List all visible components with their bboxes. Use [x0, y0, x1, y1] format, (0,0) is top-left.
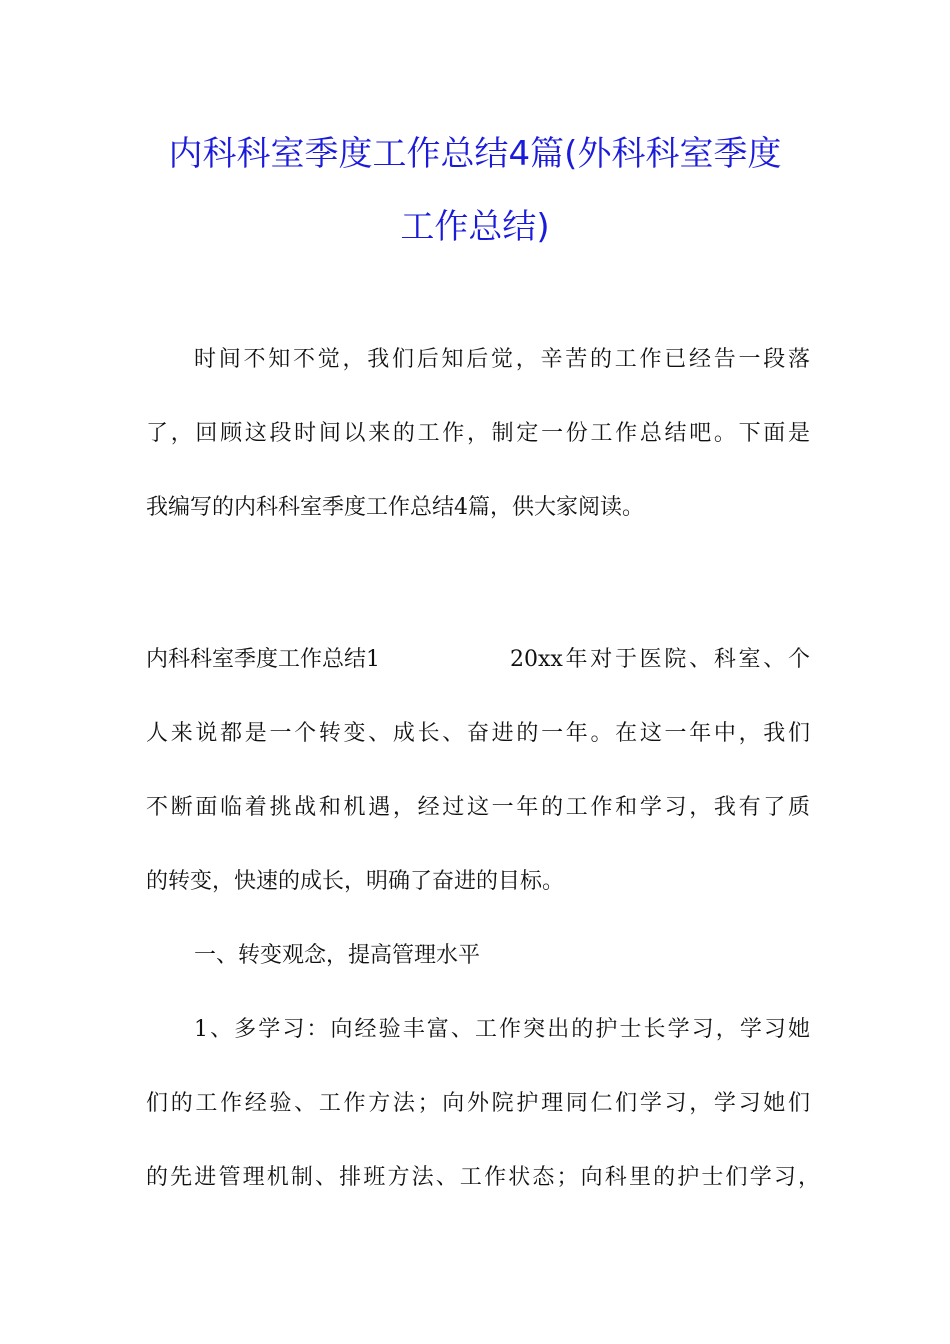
document-title-line-1: 内科科室季度工作总结4篇(外科科室季度 [168, 134, 782, 174]
item-line: 们的工作经验、工作方法；向外院护理同仁们学习，学习她们 [146, 1091, 810, 1116]
intro-line-3: 我编写的内科科室季度工作总结4篇，供大家阅读。 [146, 495, 644, 520]
paragraph-line: 的转变，快速的成长，明确了奋进的目标。 [146, 869, 565, 894]
intro-line-2: 了，回顾这段时间以来的工作，制定一份工作总结吧。下面是 [146, 421, 810, 446]
section-first-line-tail: 20xx年对于医院、科室、个 [510, 647, 810, 672]
subheading: 一、转变观念，提高管理水平 [194, 943, 481, 968]
paragraph-line: 不断面临着挑战和机遇，经过这一年的工作和学习，我有了质 [146, 795, 810, 820]
document-title-line-2: 工作总结) [400, 207, 550, 247]
item-line: 的先进管理机制、排班方法、工作状态；向科里的护士们学习， [146, 1165, 820, 1190]
section-heading: 内科科室季度工作总结1 [146, 647, 380, 672]
intro-line-1: 时间不知不觉，我们后知后觉，辛苦的工作已经告一段落 [194, 347, 810, 372]
paragraph-line: 人来说都是一个转变、成长、奋进的一年。在这一年中，我们 [146, 721, 810, 746]
item-line: 1、多学习：向经验丰富、工作突出的护士长学习，学习她 [194, 1017, 810, 1042]
